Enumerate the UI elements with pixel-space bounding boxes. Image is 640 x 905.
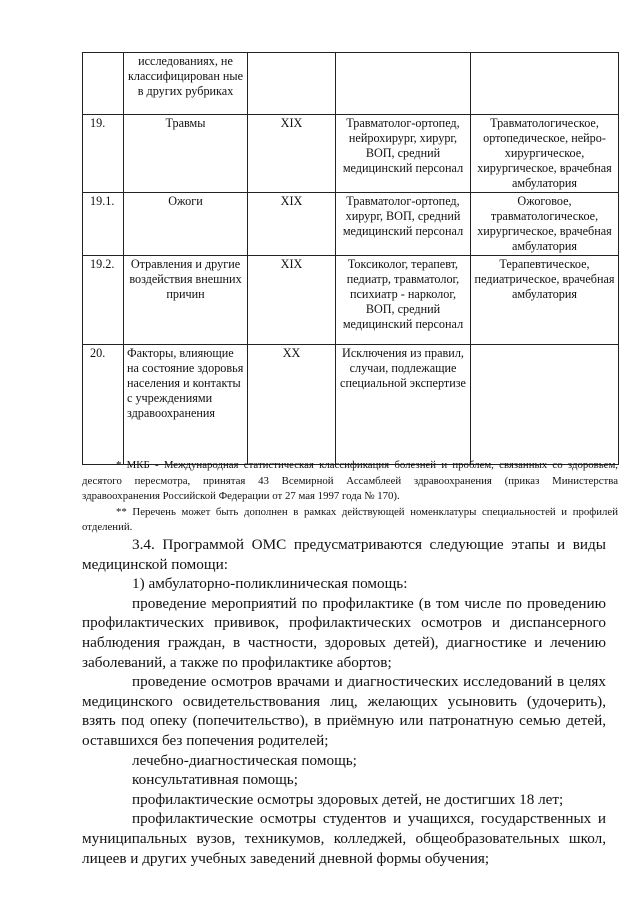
paragraph: консультативная помощь; [132, 771, 298, 789]
table-row [83, 345, 619, 465]
footnote-list: ** Перечень может быть дополнен в рамках действующей номенклатуры специальностей и профилей отделений. [82, 505, 618, 533]
disease-name: Травмы [124, 115, 248, 193]
row-number: 19. [83, 115, 124, 193]
paragraph: лечебно-диагностическая помощь; [132, 751, 357, 769]
specialists: Токсиколог, терапевт, педиатр, травматолог, психиатр - нарколог, ВОП, средний медицинский персонал [336, 256, 471, 345]
paragraph: 1) амбулаторно-поликлиническая помощь: [132, 575, 408, 593]
icd-class: XIX [248, 193, 336, 256]
icd-class: XIX [248, 256, 336, 345]
footnotes [82, 458, 618, 536]
disease-name: Факторы, влияющие на состояние здоровья населения и контакты с учреждениями здравоохранения [124, 345, 248, 465]
specialists: Исключения из правил, случаи, подлежащие специальной экспертизе [336, 345, 471, 465]
specialists [336, 53, 471, 115]
specialists: Травматолог-ортопед, нейрохирург, хирург, ВОП, средний медицинский персонал [336, 115, 471, 193]
table-row [83, 193, 619, 256]
paragraph: профилактические осмотры студентов и учащихся, государственных и муниципальных вузов, техникумов, колледжей, общеобразовательных школ, лицеев и других учебных заведений дневной формы обучения; [82, 810, 606, 867]
table-row [83, 256, 619, 345]
disease-name: исследованиях, не классифицирован ные в других рубриках [124, 53, 248, 115]
row-number: 19.1. [83, 193, 124, 256]
icd-class: XIX [248, 115, 336, 193]
paragraph: проведение осмотров врачами и диагностических исследований в целях медицинского освидетельствования лиц, желающих усыновить (удочерить), взять под опеку (попечительство), в приёмную или патронатную семью детей, оставшихся без попечения родителей; [82, 673, 606, 749]
specialists: Травматолог-ортопед, хирург, ВОП, средний медицинский персонал [336, 193, 471, 256]
table-row [83, 53, 619, 115]
profiles: Терапевтическое, педиатрическое, врачебная амбулатория [471, 256, 619, 345]
disease-name: Отравления и другие воздействия внешних причин [124, 256, 248, 345]
disease-name: Ожоги [124, 193, 248, 256]
paragraph: профилактические осмотры здоровых детей, не достигших 18 лет; [132, 790, 564, 808]
profiles [471, 345, 619, 465]
paragraph: проведение мероприятий по профилактике (в том числе по проведению профилактических прививок, профилактических осмотров и диспансерного наблюдения граждан, в частности, здоровых детей), диагностике и лечению заболеваний, а также по профилактике абортов; [82, 594, 606, 671]
diseases-table [82, 52, 619, 465]
document-body [82, 535, 606, 868]
profiles [471, 53, 619, 115]
icd-class [248, 53, 336, 115]
profiles: Травматологическое, ортопедическое, нейро-хирургическое, хирургическое, врачебная амбулатория [471, 115, 619, 193]
row-number [83, 53, 124, 115]
footnote-icd: * МКБ - Международная статистическая классификация болезней и проблем, связанных со здоровьем, десятого пересмотра, принятая 43 Всемирной Ассамблеей здравоохранения (приказ Министерства здравоохранения Российской Федерации от 27 мая 1997 года № 170). [82, 459, 618, 502]
paragraph: 3.4. Программой ОМС предусматриваются следующие этапы и виды медицинской помощи: [82, 536, 606, 573]
profiles: Ожоговое, травматологическое, хирургическое, врачебная амбулатория [471, 193, 619, 256]
table-row [83, 115, 619, 193]
row-number: 20. [83, 345, 124, 465]
row-number: 19.2. [83, 256, 124, 345]
icd-class: XX [248, 345, 336, 465]
